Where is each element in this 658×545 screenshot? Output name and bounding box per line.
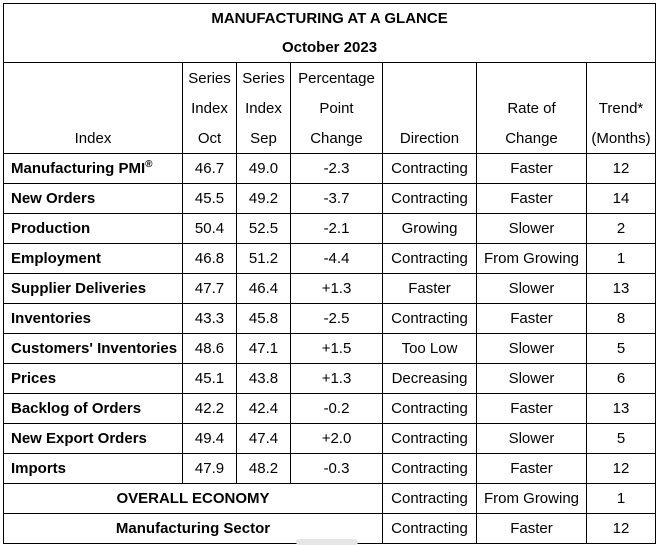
table-row [4,364,656,394]
header-rate-line1: Rate of [477,93,587,123]
cell-trend: 13 [587,394,656,424]
cell-trend: 5 [587,334,656,364]
index-name: New Export Orders [4,424,183,454]
cell-direction: Contracting [383,154,477,184]
cell-sep: 47.4 [237,424,291,454]
cell-trend: 6 [587,364,656,394]
cell-oct: 45.5 [183,184,237,214]
cell-rate: Slower [477,334,587,364]
cell-trend: 2 [587,214,656,244]
header-trend-line1: Trend* [587,93,656,123]
header-sep-line1: Series [237,63,291,94]
cell-direction: Growing [383,214,477,244]
cell-rate: Faster [477,454,587,484]
cell-oct: 50.4 [183,214,237,244]
cell-sep: 45.8 [237,304,291,334]
index-name: Backlog of Orders [4,394,183,424]
summary-trend: 1 [587,484,656,514]
summary-rate: Faster [477,514,587,544]
summary-label: OVERALL ECONOMY [4,484,383,514]
cell-oct: 47.9 [183,454,237,484]
cell-change: +2.0 [291,424,383,454]
cell-change: +1.3 [291,364,383,394]
table-row [4,154,656,184]
summary-trend: 12 [587,514,656,544]
cell-rate: Faster [477,184,587,214]
header-index: Index [4,123,183,154]
header-direction-blank [383,63,477,94]
cell-sep: 52.5 [237,214,291,244]
table-row [4,244,656,274]
cell-change: -0.2 [291,394,383,424]
cell-direction: Contracting [383,394,477,424]
cell-sep: 48.2 [237,454,291,484]
header-oct-line2: Index [183,93,237,123]
cell-rate: Slower [477,274,587,304]
cell-oct: 46.7 [183,154,237,184]
table-row [4,454,656,484]
cell-change: -2.5 [291,304,383,334]
cell-change: -2.3 [291,154,383,184]
registered-mark: ® [145,159,153,170]
index-name: Manufacturing PMI® [4,154,183,184]
summary-label: Manufacturing Sector [4,514,383,544]
summary-direction: Contracting [383,484,477,514]
summary-row [4,484,656,514]
header-direction: Direction [383,123,477,154]
cell-oct: 47.7 [183,274,237,304]
cell-oct: 48.6 [183,334,237,364]
cell-change: -3.7 [291,184,383,214]
cell-trend: 12 [587,154,656,184]
table-subtitle: October 2023 [4,33,656,63]
header-sep-line3: Sep [237,123,291,154]
cell-sep: 42.4 [237,394,291,424]
header-oct-line3: Oct [183,123,237,154]
table-row [4,424,656,454]
cell-sep: 49.0 [237,154,291,184]
cell-direction: Decreasing [383,364,477,394]
cell-sep: 47.1 [237,334,291,364]
cell-trend: 14 [587,184,656,214]
cell-oct: 42.2 [183,394,237,424]
cell-oct: 49.4 [183,424,237,454]
cell-direction: Contracting [383,454,477,484]
cell-direction: Faster [383,274,477,304]
index-name: Inventories [4,304,183,334]
cell-sep: 43.8 [237,364,291,394]
cell-sep: 46.4 [237,274,291,304]
cell-change: -0.3 [291,454,383,484]
cell-trend: 13 [587,274,656,304]
cell-rate: Slower [477,424,587,454]
header-index-blank [4,63,183,94]
cell-rate: Slower [477,364,587,394]
index-name: Imports [4,454,183,484]
table-title: MANUFACTURING AT A GLANCE [4,4,656,34]
cell-change: -4.4 [291,244,383,274]
cell-rate: Faster [477,304,587,334]
cell-rate: From Growing [477,244,587,274]
header-trend-blank [587,63,656,94]
table-row [4,184,656,214]
cell-trend: 1 [587,244,656,274]
cell-direction: Contracting [383,424,477,454]
table-row [4,214,656,244]
cell-direction: Contracting [383,244,477,274]
header-rate-line2: Change [477,123,587,154]
header-sep-line2: Index [237,93,291,123]
cell-change: +1.3 [291,274,383,304]
header-change-line1: Percentage [291,63,383,94]
header-rate-blank [477,63,587,94]
header-trend-line2: (Months) [587,123,656,154]
cell-change: -2.1 [291,214,383,244]
summary-direction: Contracting [383,514,477,544]
horizontal-scrollbar[interactable] [296,539,358,545]
cell-change: +1.5 [291,334,383,364]
cell-trend: 8 [587,304,656,334]
cell-direction: Contracting [383,184,477,214]
table-row [4,304,656,334]
cell-direction: Too Low [383,334,477,364]
cell-trend: 12 [587,454,656,484]
cell-rate: Faster [477,394,587,424]
manufacturing-table [3,3,656,544]
index-name: Supplier Deliveries [4,274,183,304]
summary-rate: From Growing [477,484,587,514]
table-row [4,274,656,304]
cell-oct: 43.3 [183,304,237,334]
cell-sep: 51.2 [237,244,291,274]
header-change-line3: Change [291,123,383,154]
header-change-line2: Point [291,93,383,123]
cell-sep: 49.2 [237,184,291,214]
cell-rate: Slower [477,214,587,244]
table-row [4,334,656,364]
index-name: Employment [4,244,183,274]
cell-rate: Faster [477,154,587,184]
cell-trend: 5 [587,424,656,454]
index-name: New Orders [4,184,183,214]
cell-oct: 45.1 [183,364,237,394]
index-name: Production [4,214,183,244]
cell-direction: Contracting [383,304,477,334]
table-row [4,394,656,424]
index-name: Customers' Inventories [4,334,183,364]
header-oct-line1: Series [183,63,237,94]
index-name: Prices [4,364,183,394]
cell-oct: 46.8 [183,244,237,274]
